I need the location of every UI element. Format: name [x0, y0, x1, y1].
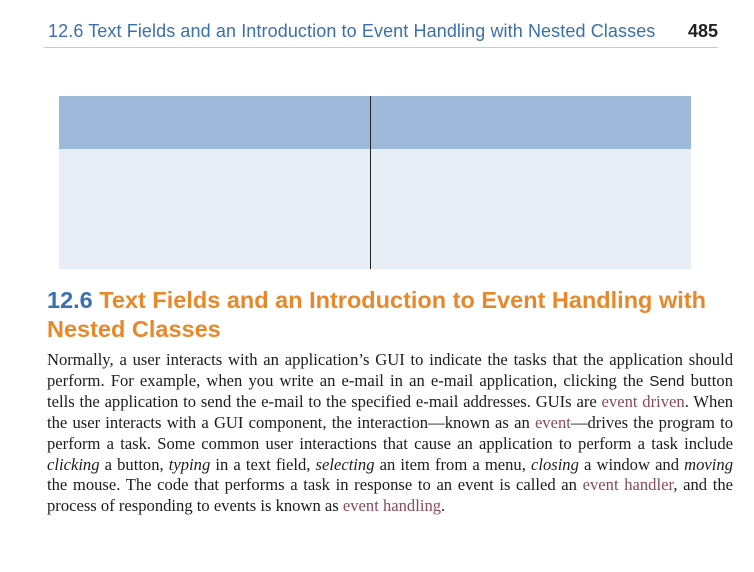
table-column-divider: [370, 96, 371, 269]
body-paragraph: [47, 350, 733, 517]
text-run: in a text field,: [210, 454, 316, 474]
emphasis-selecting: selecting: [315, 454, 375, 474]
text-run: .: [441, 495, 446, 515]
text-run: . When the user interacts with a GUI component, the interaction—known as an: [47, 392, 733, 433]
text-run: an item from a menu,: [374, 454, 531, 474]
section-title: Text Fields and an Introduction to Event Handling with Nested Classes: [47, 287, 706, 342]
emphasis-closing: closing: [530, 454, 579, 474]
term-event-driven: event driven: [601, 392, 685, 412]
text-run: Normally, a user interacts with an application’s GUI to indicate the tasks that the application should perform. For example, when you write an e-mail in an e-mail application, clicking the: [47, 350, 733, 390]
text-run: , and the process of responding to events is known as: [47, 475, 733, 515]
running-header: [44, 18, 718, 48]
section-heading: [47, 286, 737, 344]
table-body-row: [59, 149, 691, 269]
text-run: button tells the application to send the e-mail to the specified e-mail addresses. GUIs are: [47, 370, 733, 412]
section-number: 12.6: [47, 287, 93, 313]
text-run: a button,: [99, 454, 169, 474]
send-code-term: Send: [649, 372, 685, 390]
text-run: the mouse. The code that performs a task in response to an event is called an: [47, 475, 583, 495]
header-rule: [44, 47, 718, 48]
table-header-row: [59, 96, 691, 149]
text-run: a window and: [578, 454, 685, 474]
running-title: 12.6 Text Fields and an Introduction to Event Handling with Nested Classes: [48, 21, 656, 41]
emphasis-typing: typing: [168, 454, 211, 474]
text-run: —drives the program to perform a task. Some common user interactions that cause an application to perform a task include: [47, 413, 733, 453]
emphasis-moving: moving: [684, 454, 733, 474]
term-event-handler: event handler: [582, 475, 674, 495]
figure-table: [59, 96, 691, 269]
emphasis-clicking: clicking: [47, 454, 100, 474]
term-event: event: [534, 413, 571, 433]
page-number: 485: [687, 21, 718, 41]
term-event-handling: event handling: [342, 495, 442, 515]
